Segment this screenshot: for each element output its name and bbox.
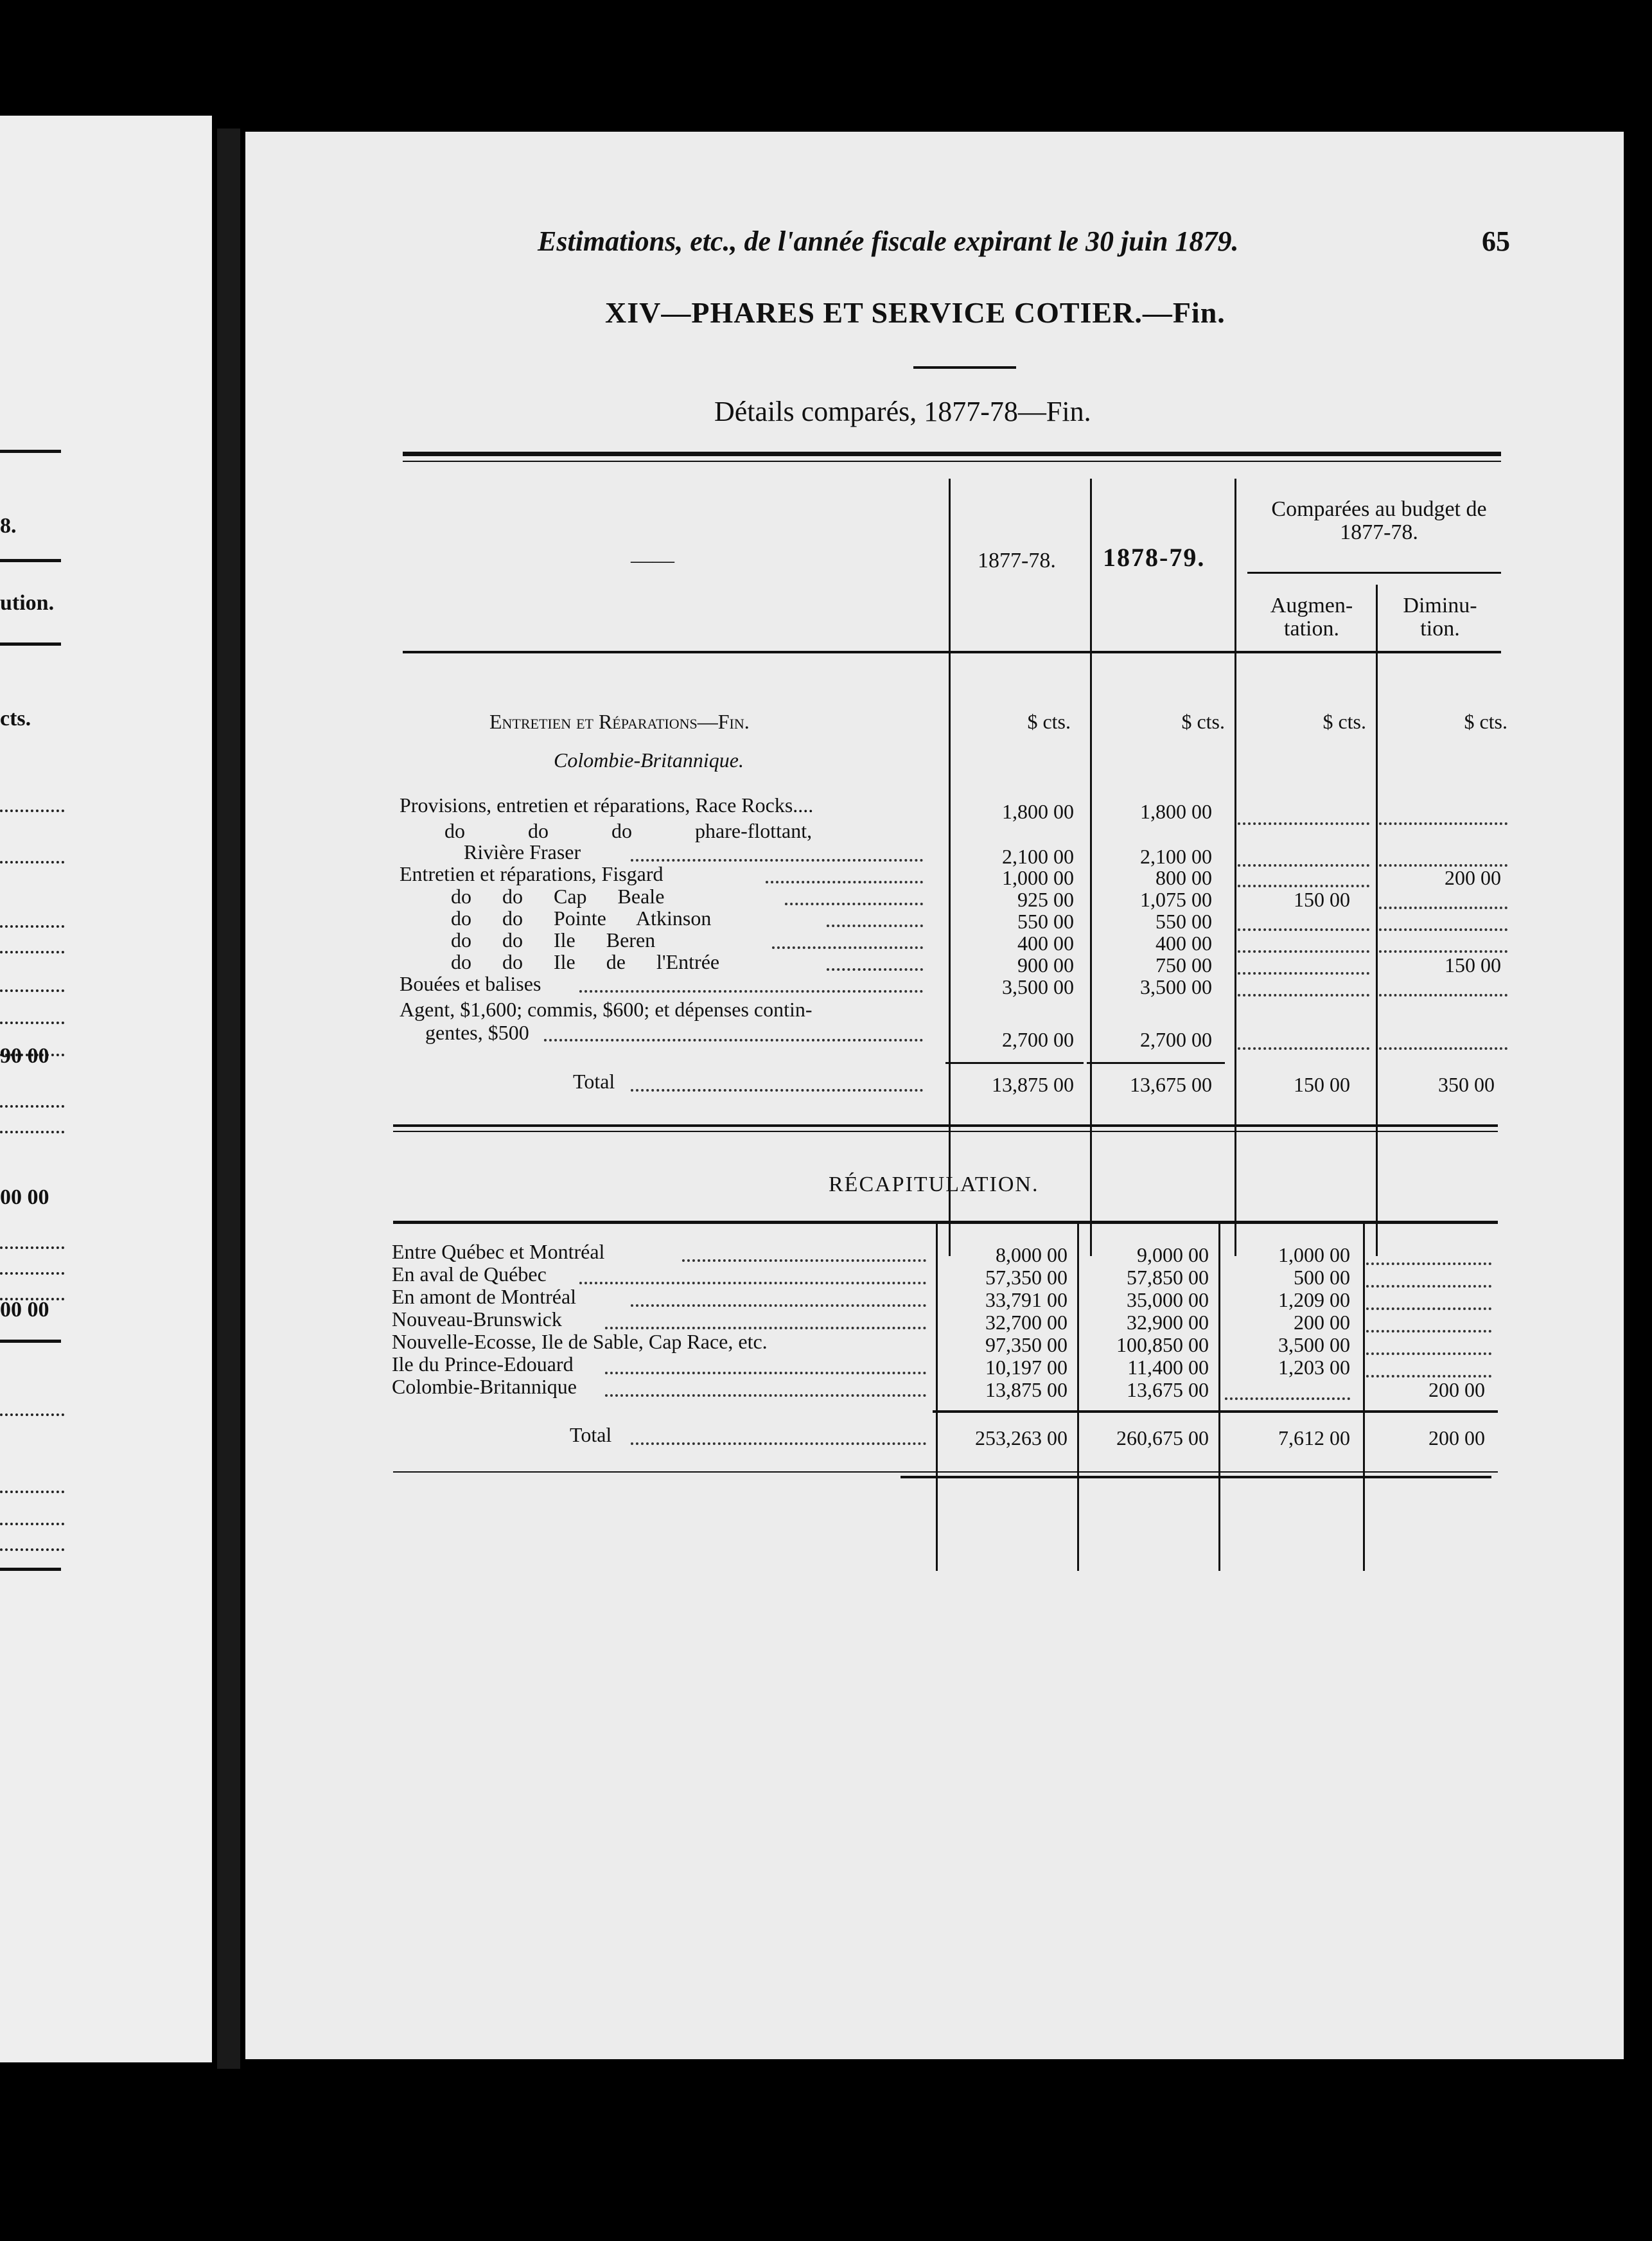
- compared-group-header: Comparées au budget de 1877-78.: [1271, 497, 1487, 544]
- dot-leader: [827, 925, 923, 927]
- cell-1877: 3,500 00: [1002, 975, 1074, 998]
- recap-increase: 3,500 00: [1278, 1333, 1350, 1356]
- cell-1878: 550 00: [1156, 910, 1212, 933]
- recap-col-divider: [1363, 1224, 1365, 1571]
- dot-leader: [766, 881, 923, 883]
- recap-total-rule: [933, 1410, 1498, 1413]
- currency-label: $ cts.: [1181, 710, 1225, 733]
- row-label: do do Ile de l'Entrée: [451, 950, 720, 973]
- cell-1877: 925 00: [1017, 888, 1074, 911]
- row-label: do do do phare-flottant,: [444, 819, 813, 842]
- left-dots: [0, 951, 64, 953]
- recap-row-label: Nouvelle-Ecosse, Ile de Sable, Cap Race, etc.: [392, 1330, 768, 1353]
- dot-leader: [1379, 950, 1507, 953]
- recap-1878: 32,900 00: [1127, 1311, 1209, 1334]
- row-label: do do Pointe Atkinson: [451, 907, 712, 930]
- left-fragment: 00 00: [0, 1185, 49, 1209]
- dot-leader: [1366, 1285, 1491, 1288]
- total-1878: 13,675 00: [1130, 1073, 1212, 1096]
- cell-1877: 2,100 00: [1002, 845, 1074, 868]
- dot-leader: [1238, 972, 1369, 975]
- cell-decrease: 200 00: [1445, 866, 1501, 889]
- recap-1878: 100,850 00: [1116, 1333, 1209, 1356]
- dot-leader: [605, 1327, 926, 1329]
- decrease-header: Diminu-tion.: [1403, 594, 1477, 641]
- cell-1878: 400 00: [1156, 932, 1212, 955]
- dot-leader: [605, 1394, 926, 1397]
- section-title: XIV—PHARES ET SERVICE COTIER.—Fin.: [605, 296, 1226, 329]
- left-dots: [0, 1491, 64, 1493]
- dot-leader: [772, 946, 923, 949]
- recap-1878: 13,675 00: [1127, 1378, 1209, 1401]
- dot-leader: [1238, 994, 1369, 996]
- dot-leader: [1379, 994, 1507, 996]
- cell-1878: 3,500 00: [1140, 975, 1212, 998]
- left-fragment: cts.: [0, 707, 31, 731]
- total-decrease: 350 00: [1438, 1073, 1495, 1096]
- cell-1877: 900 00: [1017, 953, 1074, 977]
- recap-increase: 1,000 00: [1278, 1243, 1350, 1266]
- recap-1878: 57,850 00: [1127, 1266, 1209, 1289]
- recap-col-divider: [1077, 1224, 1079, 1571]
- left-rule: [0, 1340, 61, 1343]
- recap-1877: 13,875 00: [985, 1378, 1068, 1401]
- row-label: Rivière Fraser: [464, 840, 581, 864]
- left-dots: [0, 1105, 64, 1108]
- row-label: Entretien et réparations, Fisgard: [400, 862, 663, 885]
- recap-total-1878: 260,675 00: [1116, 1426, 1209, 1449]
- recap-increase: 200 00: [1294, 1311, 1350, 1334]
- recap-1877: 33,791 00: [985, 1288, 1068, 1311]
- recap-row-label: En amont de Montréal: [392, 1285, 577, 1308]
- total-rule: [1087, 1062, 1225, 1064]
- cell-1878: 1,800 00: [1140, 800, 1212, 823]
- row-label: do do Ile Beren: [451, 928, 656, 952]
- cell-1877: 400 00: [1017, 932, 1074, 955]
- book-spine: [217, 128, 240, 2069]
- column-header-1878: 1878-79.: [1103, 543, 1206, 572]
- dot-leader: [631, 1304, 926, 1307]
- table-bottom-rule: [393, 1124, 1498, 1127]
- dot-leader: [785, 903, 923, 905]
- left-dots: [0, 1272, 64, 1275]
- recap-1878: 11,400 00: [1127, 1356, 1209, 1379]
- recap-row-label: En aval de Québec: [392, 1262, 547, 1286]
- running-header: Estimations, etc., de l'année fiscale expirant le 30 juin 1879.: [538, 226, 1239, 257]
- recap-1877: 32,700 00: [985, 1311, 1068, 1334]
- dot-leader: [1366, 1352, 1491, 1355]
- recap-1877: 97,350 00: [985, 1333, 1068, 1356]
- cell-1877: 2,700 00: [1002, 1028, 1074, 1051]
- col-divider: [1090, 479, 1092, 1256]
- dot-leader: [1379, 928, 1507, 931]
- left-rule: [0, 642, 61, 646]
- left-dots: [0, 925, 64, 928]
- recap-1877: 57,350 00: [985, 1266, 1068, 1289]
- dot-leader: [1379, 907, 1507, 909]
- recap-decrease: 200 00: [1428, 1378, 1485, 1401]
- recap-total-1877: 253,263 00: [975, 1426, 1068, 1449]
- dot-leader: [1238, 864, 1369, 867]
- dot-leader: [605, 1372, 926, 1374]
- section-heading: Entretien et Réparations—Fin.: [489, 710, 750, 733]
- total-label: Total: [573, 1070, 615, 1093]
- total-rule: [945, 1062, 1084, 1064]
- col-divider: [949, 479, 951, 1256]
- increase-header: Augmen-tation.: [1270, 594, 1353, 641]
- dot-leader: [682, 1259, 926, 1262]
- dot-leader: [1238, 885, 1369, 887]
- dot-leader: [1366, 1375, 1491, 1377]
- dot-leader: [827, 968, 923, 971]
- left-dots: [0, 1022, 64, 1024]
- recap-col-divider: [936, 1224, 938, 1571]
- left-dots: [0, 1131, 64, 1133]
- dot-leader: [631, 1442, 926, 1445]
- recap-increase: 1,209 00: [1278, 1288, 1350, 1311]
- document-page: [245, 132, 1624, 2059]
- adjacent-page-fragment: [0, 116, 212, 2062]
- recap-1877: 8,000 00: [996, 1243, 1068, 1266]
- group-header-rule: [1247, 572, 1501, 574]
- left-fragment: 8.: [0, 514, 17, 538]
- left-dots: [0, 810, 64, 812]
- cell-1878: 800 00: [1156, 866, 1212, 889]
- col-divider: [1376, 585, 1378, 1256]
- region-heading: Colombie-Britannique.: [554, 748, 744, 772]
- dot-leader: [1238, 928, 1369, 931]
- currency-label: $ cts.: [1464, 710, 1507, 733]
- left-dots: [0, 1246, 64, 1249]
- left-rule: [0, 559, 61, 562]
- currency-label: $ cts.: [1027, 710, 1071, 733]
- dot-leader: [579, 990, 923, 993]
- row-label: Agent, $1,600; commis, $600; et dépenses contin-: [400, 998, 813, 1021]
- left-fragment: 00 00: [0, 1298, 49, 1322]
- recap-row-label: Nouveau-Brunswick: [392, 1307, 562, 1331]
- dot-leader: [1238, 1047, 1369, 1050]
- cell-1878: 750 00: [1156, 953, 1212, 977]
- recap-1877: 10,197 00: [985, 1356, 1068, 1379]
- recap-total-label: Total: [570, 1423, 612, 1446]
- total-1877: 13,875 00: [992, 1073, 1074, 1096]
- currency-label: $ cts.: [1322, 710, 1366, 733]
- cell-1877: 550 00: [1017, 910, 1074, 933]
- cell-1878: 2,700 00: [1140, 1028, 1212, 1051]
- left-dots: [0, 989, 64, 992]
- dot-leader: [631, 1089, 923, 1092]
- recap-1878: 35,000 00: [1127, 1288, 1209, 1311]
- column-header-1877: 1877-78.: [978, 549, 1056, 572]
- dot-leader: [631, 859, 923, 862]
- row-label: Bouées et balises: [400, 972, 541, 995]
- recap-row-label: Ile du Prince-Edouard: [392, 1352, 574, 1376]
- recap-1878: 9,000 00: [1137, 1243, 1209, 1266]
- recap-row-label: Entre Québec et Montréal: [392, 1240, 605, 1263]
- recap-total-decrease: 200 00: [1428, 1426, 1485, 1449]
- recap-increase: 1,203 00: [1278, 1356, 1350, 1379]
- recap-total-increase: 7,612 00: [1278, 1426, 1350, 1449]
- recap-row-label: Colombie-Britannique: [392, 1375, 577, 1398]
- dot-leader: [579, 1282, 926, 1284]
- col-divider: [1235, 479, 1236, 1256]
- title-rule: [913, 366, 1016, 369]
- dot-leader: [1225, 1397, 1350, 1400]
- dot-leader: [1238, 950, 1369, 953]
- page-number: 65: [1482, 226, 1510, 257]
- left-dots: [0, 861, 64, 864]
- subtitle: Détails comparés, 1877-78—Fin.: [714, 396, 1091, 427]
- recap-bottom-rule: [393, 1471, 1498, 1473]
- header-bottom-rule: [403, 651, 1501, 653]
- recap-increase: 500 00: [1294, 1266, 1350, 1289]
- blank-column-header: ——: [631, 549, 674, 572]
- left-fragment: 90 00: [0, 1044, 49, 1068]
- recap-title: RÉCAPITULATION.: [829, 1173, 1039, 1196]
- table-top-rule: [403, 452, 1501, 456]
- dot-leader: [1366, 1307, 1491, 1310]
- row-label: Provisions, entretien et réparations, Race Rocks....: [400, 793, 814, 817]
- dot-leader: [1238, 822, 1369, 825]
- cell-decrease: 150 00: [1445, 953, 1501, 977]
- recap-top-rule: [393, 1221, 1498, 1224]
- dot-leader: [1379, 822, 1507, 825]
- recap-bottom-rule-heavy: [901, 1476, 1491, 1478]
- cell-1877: 1,800 00: [1002, 800, 1074, 823]
- left-rule: [0, 450, 61, 453]
- left-fragment: ution.: [0, 591, 55, 615]
- dot-leader: [1366, 1330, 1491, 1333]
- cell-increase: 150 00: [1294, 888, 1350, 911]
- left-dots: [0, 1548, 64, 1551]
- cell-1878: 2,100 00: [1140, 845, 1212, 868]
- total-increase: 150 00: [1294, 1073, 1350, 1096]
- table-bottom-rule-thin: [393, 1131, 1498, 1132]
- dot-leader: [544, 1039, 923, 1041]
- left-rule: [0, 1568, 61, 1571]
- table-top-rule-thin: [403, 461, 1501, 462]
- left-dots: [0, 1413, 64, 1416]
- dot-leader: [1366, 1262, 1491, 1265]
- row-label: do do Cap Beale: [451, 885, 665, 908]
- cell-1877: 1,000 00: [1002, 866, 1074, 889]
- recap-col-divider: [1218, 1224, 1220, 1571]
- cell-1878: 1,075 00: [1140, 888, 1212, 911]
- dot-leader: [1379, 1047, 1507, 1050]
- left-dots: [0, 1523, 64, 1525]
- row-label: gentes, $500: [425, 1021, 529, 1044]
